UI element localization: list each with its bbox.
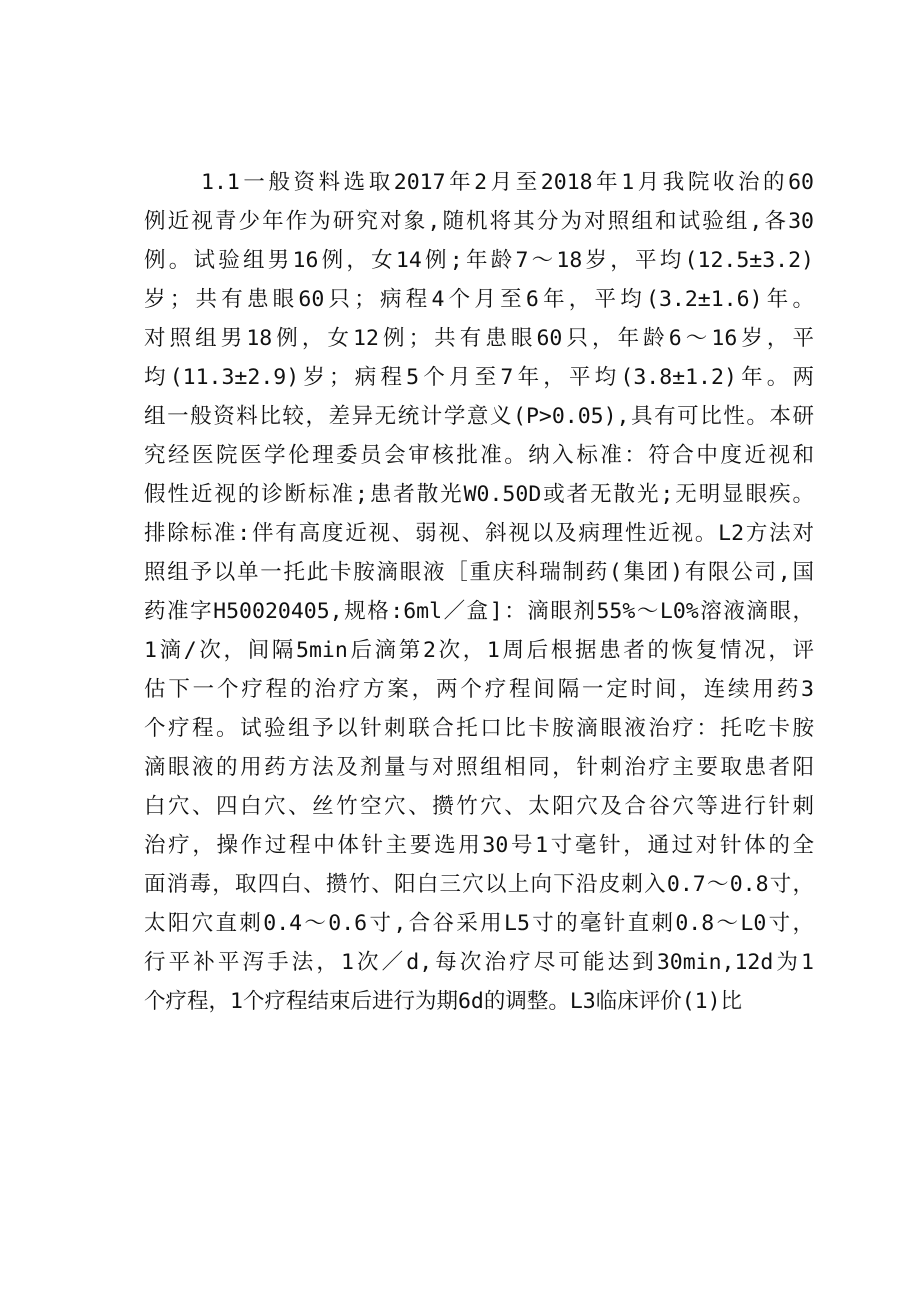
text-line: 滴眼液的用药方法及剂量与对照组相同，针刺治疗主要取患者阳 [144, 755, 814, 780]
body-paragraph [144, 163, 814, 1021]
text-line: 对照组男18例，女12例；共有患眼60只，年龄6～16岁，平 [144, 326, 814, 351]
text-line: 假性近视的诊断标准;患者散光W0.50D或者无散光;无明显眼疾。 [144, 482, 814, 507]
text-line: 面消毒，取四白、攒竹、阳白三穴以上向下沿皮刺入0.7～0.8寸， [144, 872, 814, 897]
text-line: 例近视青少年作为研究对象,随机将其分为对照组和试验组,各30 [144, 209, 814, 234]
text-line: 照组予以单一托此卡胺滴眼液［重庆科瑞制药(集团)有限公司,国 [144, 560, 814, 585]
text-line: 个疗程，1个疗程结束后进行为期6d的调整。L3临床评价(1)比 [144, 989, 743, 1014]
text-line: 岁；共有患眼60只；病程4个月至6年，平均(3.2±1.6)年。 [144, 287, 814, 312]
text-line: 太阳穴直刺0.4～0.6寸,合谷采用L5寸的毫针直刺0.8～L0寸， [144, 911, 814, 936]
text-line: 例。试验组男16例，女14例;年龄7～18岁，平均(12.5±3.2) [144, 248, 814, 273]
text-line: 1滴/次，间隔5min后滴第2次，1周后根据患者的恢复情况，评 [144, 638, 814, 663]
text-line: 均(11.3±2.9)岁；病程5个月至7年，平均(3.8±1.2)年。两 [144, 365, 814, 390]
text-line: 1.1一般资料选取2017年2月至2018年1月我院收治的60 [201, 170, 814, 195]
text-line: 估下一个疗程的治疗方案，两个疗程间隔一定时间，连续用药3 [144, 677, 814, 702]
text-line: 排除标准:伴有高度近视、弱视、斜视以及病理性近视。L2方法对 [144, 521, 814, 546]
text-line: 治疗，操作过程中体针主要选用30号1寸毫针，通过对针体的全 [144, 833, 814, 858]
text-line: 药准字H50020405,规格:6ml／盒]：滴眼剂55%～L0%溶液滴眼， [144, 599, 814, 624]
text-line: 究经医院医学伦理委员会审核批准。纳入标准：符合中度近视和 [144, 443, 814, 468]
text-line: 行平补平泻手法，1次／d,每次治疗尽可能达到30min,12d为1 [144, 950, 814, 975]
text-line: 个疗程。试验组予以针刺联合托口比卡胺滴眼液治疗：托吃卡胺 [144, 716, 814, 741]
text-line: 组一般资料比较，差异无统计学意义(P>0.05),具有可比性。本研 [144, 404, 814, 429]
text-line: 白穴、四白穴、丝竹空穴、攒竹穴、太阳穴及合谷穴等进行针刺 [144, 794, 814, 819]
